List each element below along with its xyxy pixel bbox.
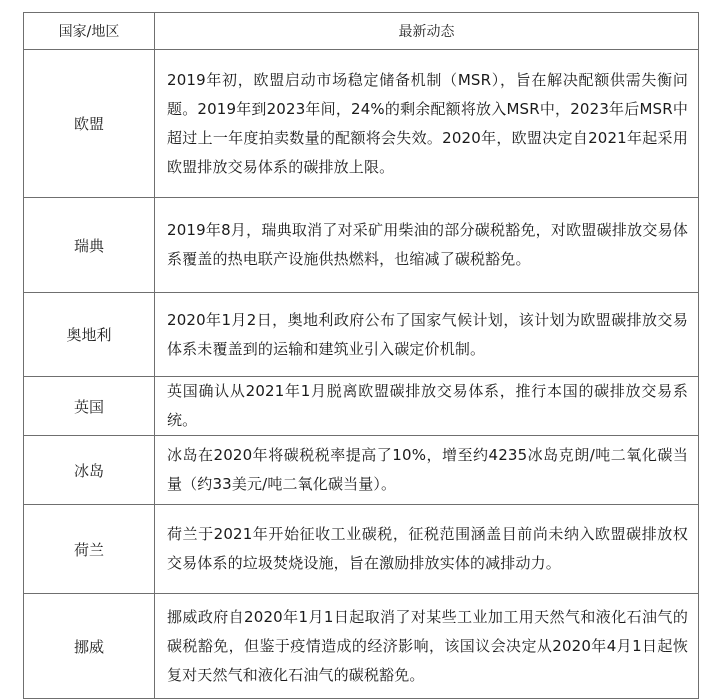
update-cell: 荷兰于2021年开始征收工业碳税，征税范围涵盖目前尚未纳入欧盟碳排放权交易体系的垃圾焚烧设施，旨在激励排放实体的减排动力。 [155,505,699,594]
table-body [24,50,699,699]
country-cell: 瑞典 [24,198,155,293]
update-cell: 英国确认从2021年1月脱离欧盟碳排放交易体系，推行本国的碳排放交易系统。 [155,377,699,436]
country-cell: 奥地利 [24,293,155,377]
update-cell: 2019年初，欧盟启动市场稳定储备机制（MSR），旨在解决配额供需失衡问题。2019年到2023年间，24%的剩余配额将放入MSR中，2023年后MSR中超过上一年度拍卖数量的配额将会失效。2020年，欧盟决定自2021年起采用欧盟排放交易体系的碳排放上限。 [155,50,699,198]
header-row [24,13,699,50]
update-cell: 2020年1月2日，奥地利政府公布了国家气候计划，该计划为欧盟碳排放交易体系未覆盖到的运输和建筑业引入碳定价机制。 [155,293,699,377]
table-row [24,293,699,377]
country-cell: 冰岛 [24,436,155,505]
country-cell: 挪威 [24,594,155,699]
country-cell: 欧盟 [24,50,155,198]
header-updates: 最新动态 [155,13,699,50]
table-row [24,436,699,505]
update-cell: 冰岛在2020年将碳税税率提高了10%，增至约4235冰岛克朗/吨二氧化碳当量（约33美元/吨二氧化碳当量）。 [155,436,699,505]
table-row [24,198,699,293]
table-row [24,50,699,198]
table-row [24,377,699,436]
update-cell: 2019年8月，瑞典取消了对采矿用柴油的部分碳税豁免，对欧盟碳排放交易体系覆盖的热电联产设施供热燃料，也缩减了碳税豁免。 [155,198,699,293]
country-cell: 荷兰 [24,505,155,594]
table-row [24,505,699,594]
table-header [24,13,699,50]
table-row [24,594,699,699]
header-country: 国家/地区 [24,13,155,50]
policy-table [23,12,699,699]
country-cell: 英国 [24,377,155,436]
update-cell: 挪威政府自2020年1月1日起取消了对某些工业加工用天然气和液化石油气的碳税豁免，但鉴于疫情造成的经济影响，该国议会决定从2020年4月1日起恢复对天然气和液化石油气的碳税豁免。 [155,594,699,699]
